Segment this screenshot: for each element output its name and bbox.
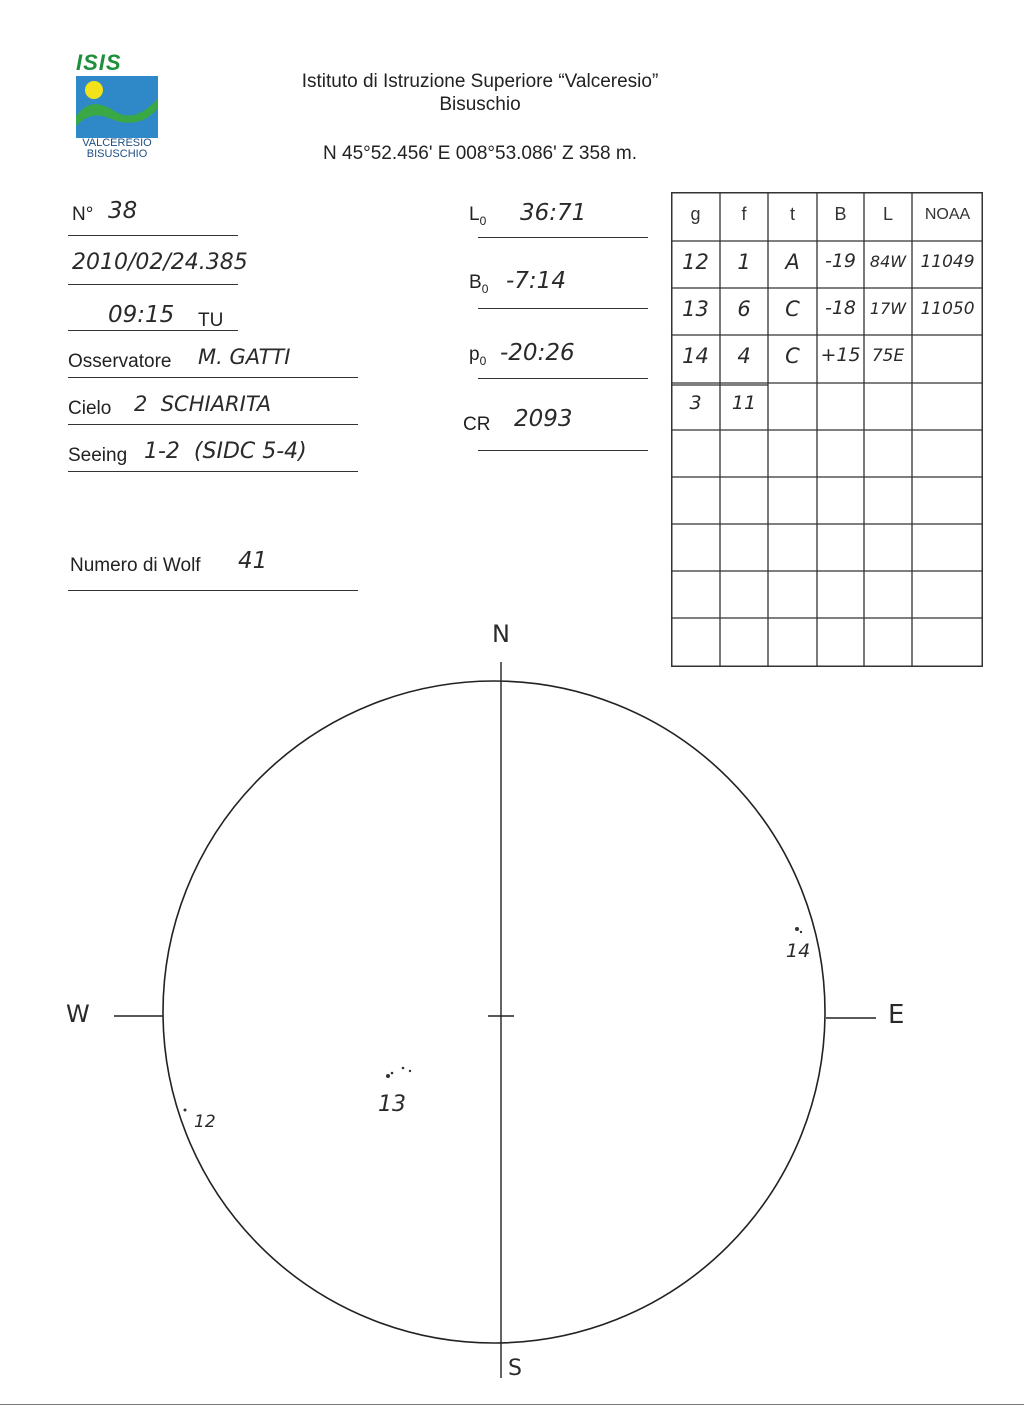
table-cell: 6 [737, 297, 751, 321]
table-cell: 11049 [920, 252, 975, 272]
east-label: E [888, 1000, 905, 1030]
logo-brand-text: ISIS [76, 50, 122, 75]
table-cell: 75E [871, 346, 905, 366]
table-cell: 17W [869, 299, 907, 318]
observation-time: 09:15 [108, 302, 175, 328]
table-cell: +15 [820, 344, 861, 366]
observer-name: M. GATTI [198, 345, 291, 369]
seeing-value: 1-2 (SIDC 5-4) [144, 439, 307, 464]
b0-value: -7:14 [506, 268, 566, 294]
time-suffix: TU [198, 310, 224, 331]
number-label: N° [72, 204, 94, 225]
p0-label: $p_0$ [469, 344, 487, 368]
wolf-label: Numero di Wolf [70, 555, 201, 576]
table-cell: 12 [682, 250, 709, 274]
table-cell: 11050 [920, 299, 975, 319]
observer-label: Osservatore [68, 351, 172, 372]
cr-label: CR [463, 414, 491, 435]
table-total-g: 3 [689, 392, 702, 414]
col-header-f: f [741, 204, 747, 224]
page-bottom-edge [0, 1404, 1024, 1405]
observation-date: 2010/02/24.385 [72, 250, 248, 275]
sky-label: Cielo [68, 398, 112, 419]
table-cell: 14 [682, 344, 709, 368]
group-label-12: 12 [194, 1112, 216, 1132]
table-cell: 84W [869, 252, 907, 271]
col-header-g: g [690, 204, 701, 224]
p0-value: -20:26 [500, 340, 575, 366]
table-cell: 13 [682, 297, 709, 321]
solar-disk-outline [163, 681, 825, 1343]
north-label: N [492, 620, 510, 648]
table-cell: C [785, 344, 800, 368]
table-cell: -19 [824, 250, 857, 272]
carrington-rotation: 2093 [514, 406, 573, 432]
l0-label: $L_0$ [469, 204, 487, 228]
sunspot-group-13-mark [386, 1067, 411, 1078]
seeing-label: Seeing [68, 445, 128, 466]
logo-caption-line2: BISUSCHIO [86, 148, 148, 160]
table-cell: 4 [737, 344, 751, 368]
logo-caption-line1: VALCERESIO [82, 137, 152, 149]
institute-town: Bisuschio [439, 94, 521, 115]
sunspot-group-14-mark [795, 927, 802, 933]
observation-number: 38 [108, 198, 138, 224]
table-cell: 1 [737, 250, 751, 274]
wolf-number: 41 [238, 548, 268, 574]
table-cell: A [785, 250, 800, 274]
l0-value: 36:71 [520, 200, 587, 226]
institute-name: Istituto di Istruzione Superiore “Valceresio” [301, 71, 659, 92]
col-header-l: L [882, 204, 893, 224]
table-cell: -18 [824, 297, 857, 319]
sunspot-group-12-mark [184, 1109, 187, 1112]
b0-label: $B_0$ [469, 272, 489, 296]
col-header-t: t [789, 204, 795, 224]
table-cell: C [785, 297, 800, 321]
col-header-noaa: NOAA [924, 206, 971, 223]
group-label-14: 14 [786, 940, 811, 962]
south-label: S [508, 1356, 522, 1381]
sky-value: 2 SCHIARITA [134, 392, 272, 416]
group-label-13: 13 [378, 1092, 406, 1117]
table-total-f: 11 [731, 392, 757, 414]
col-header-b: B [834, 204, 847, 224]
west-label: W [66, 1000, 90, 1028]
site-coordinates: N 45°52.456' E 008°53.086' Z 358 m. [323, 143, 637, 164]
